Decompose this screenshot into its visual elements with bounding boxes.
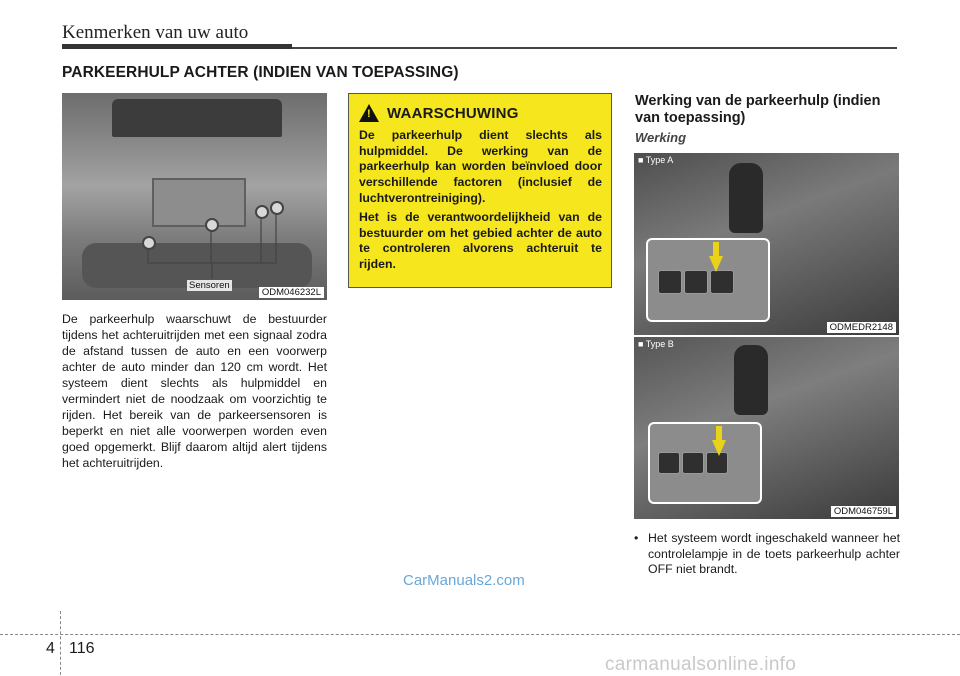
type-label: ■ Type B	[638, 339, 674, 349]
gear-shifter	[729, 163, 763, 233]
warning-paragraph: Het is de verantwoordelijkheid van de bestuurder om het gebied achter de auto te controleren alvorens achteruit te rijden.	[359, 210, 602, 272]
header-rule-thick	[62, 44, 292, 49]
type-label: ■ Type A	[638, 155, 674, 165]
figure-code: ODM046232L	[259, 287, 324, 298]
footer-rule	[0, 634, 960, 635]
parking-assist-button	[684, 270, 708, 294]
bullet-text: Het systeem wordt ingeschakeld wanneer het controlelampje in de toets parkeerhulp achter OFF niet brandt.	[648, 531, 900, 576]
footer-divider	[60, 611, 61, 675]
site-watermark: carmanualsonline.info	[605, 654, 797, 675]
watermark-link[interactable]: CarManuals2.com	[403, 572, 525, 589]
subsection-title: Werking van de parkeerhulp (indien van toepassing)	[635, 93, 881, 126]
switch-closeup-inset	[646, 238, 770, 322]
sensor-callout-lines	[62, 93, 327, 300]
switch-closeup-inset	[648, 422, 762, 504]
sensors-label: Sensoren	[189, 280, 230, 291]
subsection-subtitle: Werking	[635, 130, 687, 145]
bullet-icon: •	[634, 531, 639, 545]
pointer-arrow-icon	[712, 440, 726, 456]
chapter-header-title: Kenmerken van uw auto	[62, 22, 249, 43]
rear-bumper-photo	[62, 93, 327, 300]
console-photo-type-b	[634, 337, 899, 519]
warning-triangle-icon: !	[359, 104, 379, 122]
warning-title: WAARSCHUWING	[387, 104, 519, 122]
gear-shifter	[734, 345, 768, 415]
page-number: 116	[69, 640, 95, 657]
header-rule-thin	[292, 47, 897, 49]
intro-paragraph: De parkeerhulp waarschuwt de bestuurder tijdens het achteruitrijden met een signaal zodra de afstand tussen de auto en een voorwerp achter de auto minder dan 120 cm wordt. Het systeem dient slechts als hulpmiddel en vermindert niet de noodzaak om voorzichtig te rijden. Het bereik van de parkeersensoren is beperkt en niet alle voorwerpen worden even goed opgemerkt. Blijf daarom altijd alert tijdens het achteruitrijden.	[62, 312, 327, 470]
warning-heading	[359, 104, 519, 122]
switch-button	[710, 270, 734, 294]
console-photo-type-a	[634, 153, 899, 335]
switch-button	[658, 270, 682, 294]
figure-code: ODM046759L	[831, 506, 896, 517]
parking-assist-button	[682, 452, 704, 474]
chapter-number: 4	[46, 640, 55, 657]
warning-paragraph: De parkeerhulp dient slechts als hulpmiddel. De werking van de parkeerhulp kan worden beïnvloed door verschillende factoren (inclusief de luchtverontreiniging).	[359, 128, 602, 205]
switch-button	[658, 452, 680, 474]
warning-box	[348, 93, 612, 288]
figure-code: ODMEDR2148	[827, 322, 896, 333]
section-title: PARKEERHULP ACHTER (INDIEN VAN TOEPASSING)	[62, 64, 459, 81]
pointer-arrow-icon	[709, 256, 723, 272]
bullet-item	[634, 531, 900, 578]
